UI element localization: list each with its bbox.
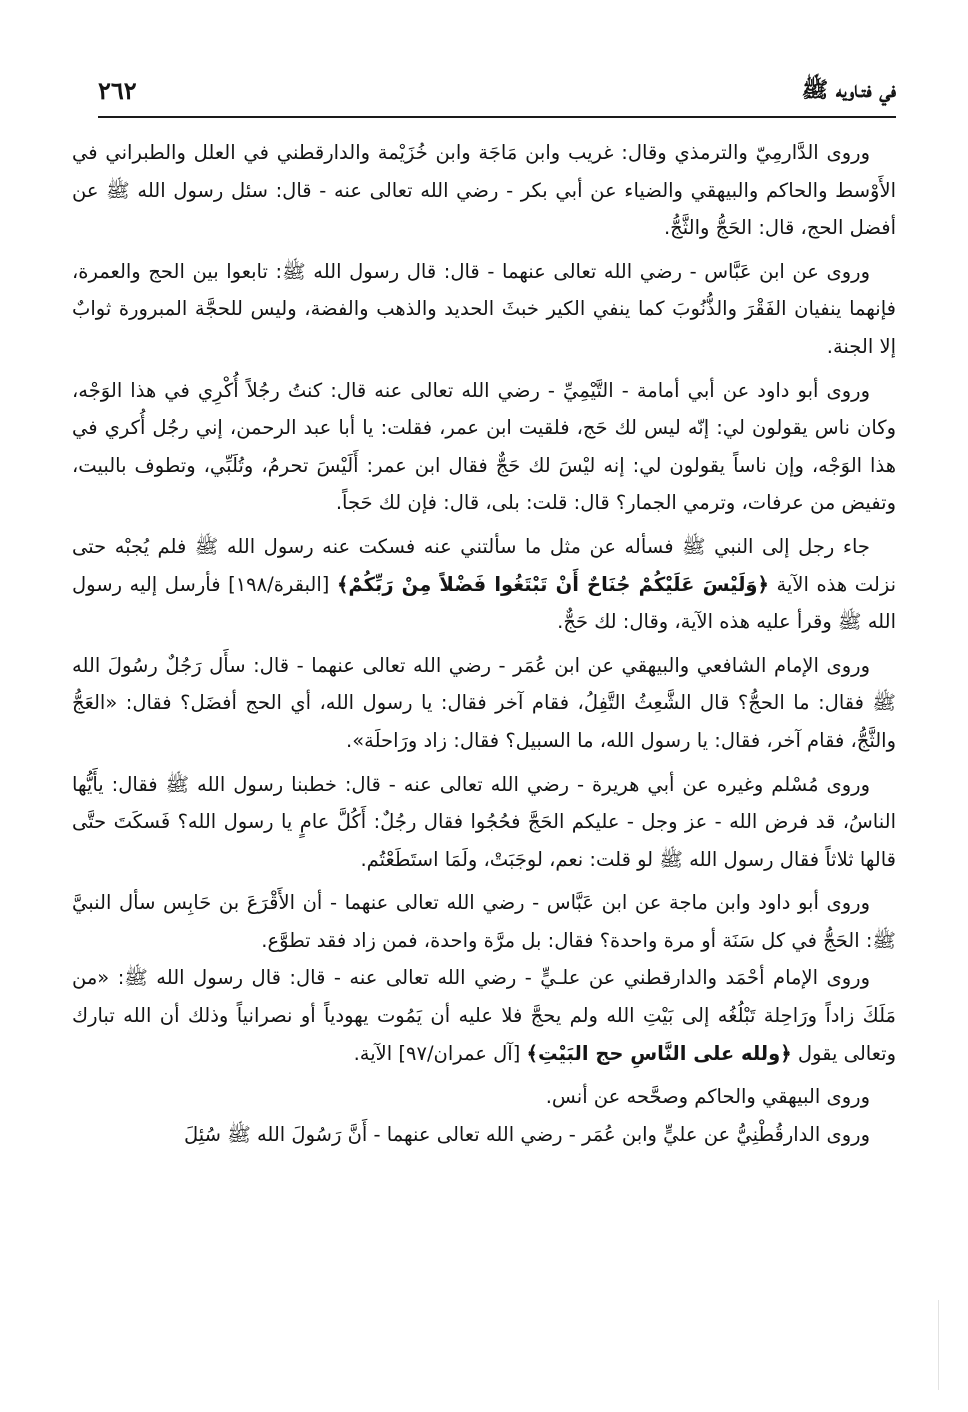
page-header xyxy=(98,70,896,118)
paragraph-text: وروى عن ابن عَبَّاس - رضي الله تعالى عنهما - قال: قال رسول الله ﷺ: تابعوا بين الحج والعمرة، فإنهما ينفيان الفَقْرَ والذُّنُوبَ كما ينفي الكير خبثَ الحديد والذهب والفضة، وليس للحجَّة المبرورة ثوابٌ إلا الجنة. xyxy=(72,259,896,358)
paragraph-3 xyxy=(72,372,896,522)
paragraph-10 xyxy=(72,1116,896,1154)
paragraph-text: وروى مُسْلم وغيره عن أبي هريرة - رضي الله تعالى عنه - قال: خطبنا رسول الله ﷺ فقال: يأَيُّها الناسُ، قد فرض الله - عز وجل - عليكم الحَجَّ فحُجُوا فقال رجُلٌ: أَكُلَّ عامٍ يا رسول الله؟ فَسكَتَ حتَّى قالها ثلاثاً فقال رسول الله ﷺ لو قلت: نعم، لوجَبَتْ، ولَمَا استَطَعْتُم. xyxy=(72,772,896,871)
paragraph-text: جاء رجل إلى النبي ﷺ فسأله عن مثل ما سألتني عنه فسكت عنه رسول الله ﷺ فلم يُجبْه حتى نزلت هذه الآية xyxy=(72,534,897,596)
paragraph-6 xyxy=(72,766,896,879)
body-text xyxy=(72,134,896,1153)
quran-verse: ﴿ولله على النَّاسِ حج البَيْتِ﴾ xyxy=(526,1041,792,1065)
paragraph-text: وروى الدارقُطْنِيُّ عن عليٍّ وابن عُمَر - رضي الله تعالى عنهما - أَنَّ رَسُولَ الله ﷺ سُئِلَ xyxy=(184,1122,870,1146)
running-title: في فتـاويه ﷺ xyxy=(801,77,896,103)
paragraph-text: وروى الإمام الشافعي والبيهقي عن ابن عُمَر - رضي الله تعالى عنهما - قال: سأَل رَجُلٌ رسُولَ الله ﷺ فقال: ما الحجُّ؟ قال الشَّعِثُ التَّفِلُ، فقام آخر فقال: يا رسول الله، أي الحج أفضَل؟ فقال: «العَجُّ والثَّجُّ، فقام آخر، فقال: يا رسول الله، ما السبيل؟ فقال: زاد ورَاحلَة». xyxy=(72,653,896,752)
paragraph-2 xyxy=(72,253,896,366)
paragraph-text: وروى أبو داود عن أبي أمامة - التَّيْمِيِّ - رضي الله تعالى عنه قال: كنتُ رجُلاً أُكْرِي في هذا الوَجْه، وكان ناس يقولون لي: إنّه ليس لك حَج، فلقيت ابن عمر، فقلت: يا أبا عبد الرحمن، إني رجُل أُكري في هذا الوَجْه، وإن ناساً يقولون لي: إنه ليْسَ لك حَجٌّ فقال ابن عمر: أَلَيْسَ تحرمُ، وتُلَبِّي، وتطوف بالبيت، وتفيض من عرفات، وترمي الجمار؟ قال: قلت: بلى، قال: فإن لك حَجاً. xyxy=(72,378,896,515)
page-number: ٢٦٢ xyxy=(98,76,137,105)
paragraph-text: [آل عمران/٩٧] الآية. xyxy=(353,1041,521,1065)
paragraph-4 xyxy=(72,528,896,641)
quran-verse: ﴿وَلَيْسَ عَلَيْكُمْ جُنَاحٌ أَنْ تَبْتَغُوا فَضْلاً مِنْ رَبِّكُمْ﴾ xyxy=(336,572,769,596)
paragraph-1 xyxy=(72,134,896,247)
paragraph-text: وروى أبو داود وابن ماجة عن ابن عَبَّاس - رضي الله تعالى عنهما - أن الأَقْرَعَ بن حَابِس سأل النبيَّ ﷺ: الحَجُّ في كل سَنَة أو مرة واحدة؟ فقال: بل مرَّة واحدة، فمن زاد فقد تطوَّع. xyxy=(72,891,896,952)
scan-margin-line xyxy=(938,1300,939,1390)
paragraph-text: وروى الدَّارمِيّ والترمذي وقال: غريب وابن مَاجَة وابن خُزَيْمة والدارقطني في العلل والطبراني في الأَوْسط والحاكم والبيهقي والضياء عن أبي بكر - رضي الله تعالى عنه - قال: سئل رسول الله ﷺ عن أفضل الحج، قال: الحَجُّ والثَّجُّ. xyxy=(72,141,896,240)
paragraph-7 xyxy=(72,884,896,959)
paragraph-text: [البقرة/١٩٨] فأرسل إليه رسول الله ﷺ وقرأ عليه هذه الآية، وقال: لك حَجٌّ. xyxy=(72,572,896,634)
paragraph-text: وروى البيهقي والحاكم وصحَّحه عن أنس. xyxy=(545,1085,870,1109)
paragraph-8 xyxy=(72,959,896,1072)
paragraph-9 xyxy=(72,1078,896,1116)
paragraph-text: وروى الإمام أحْمَد والدارقطني عن علـيٍّ - رضي الله تعالى عنه - قال: قال رسول الله ﷺ: «من مَلَكَ زاداً ورَاحِلة تَبْلُغُه إلى بَيْتِ الله ولم يحجَّ فلا عليه أن يَمُوت يهودياً أو نصرانياً وذلك أن الله تبارك وتعالى يقول xyxy=(72,966,896,1065)
paragraph-5 xyxy=(72,647,896,760)
